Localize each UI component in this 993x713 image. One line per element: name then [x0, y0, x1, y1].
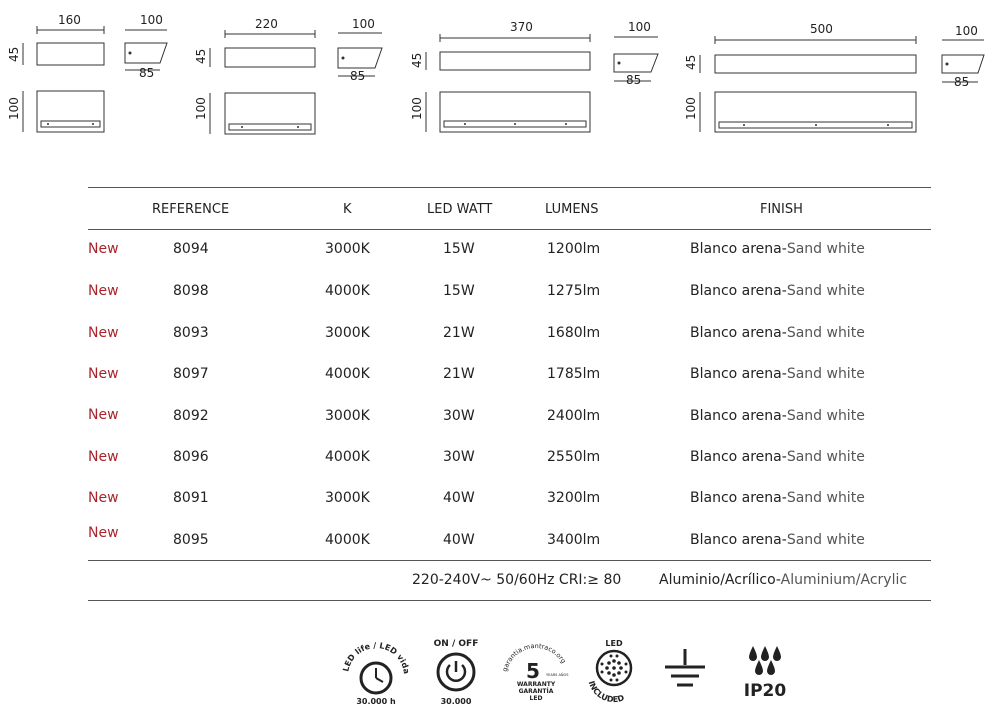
new-badge: New: [88, 283, 119, 299]
finish-en: Sand white: [786, 532, 865, 548]
depth-base-dimension: 85: [139, 66, 155, 80]
width-dimension: 500: [810, 22, 833, 36]
depth-base-dimension: 85: [626, 73, 642, 87]
row-reference: 8094: [173, 241, 209, 257]
finish-en: Sand white: [786, 366, 865, 382]
row-lumens: 3400lm: [547, 532, 601, 548]
row-reference: 8095: [173, 532, 209, 548]
finish-es: Blanco arena-: [690, 366, 787, 382]
row-color-temp: 4000K: [325, 283, 370, 299]
finish-es: Blanco arena-: [690, 408, 787, 424]
table-top-rule: [88, 187, 931, 188]
warranty-line3: LED: [529, 695, 543, 702]
depth-base-dimension: 85: [350, 69, 366, 83]
row-finish: [690, 449, 865, 465]
warranty-arc-text: garantia.mantraco.org: [500, 641, 568, 673]
row-color-temp: 3000K: [325, 325, 370, 341]
warranty-years-sub: YEARS AÑOS: [546, 673, 569, 677]
header-rule: [88, 229, 931, 230]
row-reference: 8092: [173, 408, 209, 424]
water-drops-icon: [749, 646, 781, 675]
warranty-years: 5: [526, 659, 540, 683]
finish-en: Sand white: [786, 490, 865, 506]
drawing-370-svg: [400, 0, 620, 150]
ground-icon: [660, 645, 710, 695]
new-badge: New: [88, 325, 119, 341]
finish-en: Sand white: [786, 241, 865, 257]
new-badge: New: [88, 449, 119, 465]
row-reference: 8093: [173, 325, 209, 341]
row-color-temp: 3000K: [325, 408, 370, 424]
row-lumens: 1275lm: [547, 283, 601, 299]
new-badge: New: [88, 366, 119, 382]
new-badge: New: [88, 490, 119, 506]
led-included-icon: [578, 632, 650, 708]
row-reference: 8096: [173, 449, 209, 465]
row-finish: [690, 325, 865, 341]
row-led-watt: 30W: [443, 408, 475, 424]
row-led-watt: 15W: [443, 283, 475, 299]
front-height-dimension: 100: [194, 97, 208, 120]
finish-en: Sand white: [786, 283, 865, 299]
row-color-temp: 3000K: [325, 490, 370, 506]
row-finish: [690, 283, 865, 299]
new-badge: New: [88, 407, 119, 423]
on-off-cycles: 30.000: [440, 697, 472, 706]
footer-bottom-rule: [88, 600, 931, 601]
row-finish: [690, 408, 865, 424]
finish-es: Blanco arena-: [690, 490, 787, 506]
row-reference: 8097: [173, 366, 209, 382]
height-dimension: 45: [7, 46, 21, 62]
row-color-temp: 4000K: [325, 449, 370, 465]
header-reference: REFERENCE: [152, 202, 230, 217]
row-color-temp: 4000K: [325, 532, 370, 548]
row-color-temp: 3000K: [325, 241, 370, 257]
ip-rating-text: IP20: [743, 681, 787, 701]
row-lumens: 2400lm: [547, 408, 601, 424]
row-lumens: 3200lm: [547, 490, 601, 506]
finish-en: Sand white: [786, 408, 865, 424]
width-dimension: 220: [255, 17, 278, 31]
led-life-hours: 30.000 h: [356, 697, 396, 706]
row-led-watt: 21W: [443, 325, 475, 341]
row-finish: [690, 490, 865, 506]
new-badge: New: [88, 241, 119, 257]
row-reference: 8098: [173, 283, 209, 299]
drawing-500-svg: [680, 0, 940, 150]
row-lumens: 1200lm: [547, 241, 601, 257]
ip-rating-icon: [735, 642, 795, 702]
row-led-watt: 40W: [443, 490, 475, 506]
led-life-icon: [340, 632, 412, 708]
electrical-spec: 220-240V~ 50/60Hz CRI:≥ 80: [412, 572, 622, 588]
row-finish: [690, 366, 865, 382]
row-lumens: 2550lm: [547, 449, 601, 465]
height-dimension: 45: [684, 54, 698, 70]
finish-es: Blanco arena-: [690, 532, 787, 548]
finish-es: Blanco arena-: [690, 283, 787, 299]
finish-en: Sand white: [786, 325, 865, 341]
new-badge: New: [88, 525, 119, 541]
row-finish: [690, 532, 865, 548]
warranty-icon: [500, 632, 572, 708]
finish-en: Sand white: [786, 449, 865, 465]
on-off-label: ON / OFF: [433, 639, 479, 649]
finish-es: Blanco arena-: [690, 325, 787, 341]
depth-base-dimension: 85: [954, 75, 970, 89]
row-led-watt: 15W: [443, 241, 475, 257]
depth-dimension: 100: [955, 24, 978, 38]
depth-dimension: 100: [140, 13, 163, 27]
front-height-dimension: 100: [410, 97, 424, 120]
row-led-watt: 21W: [443, 366, 475, 382]
material-es: Aluminio/Acrílico-: [659, 572, 781, 588]
row-lumens: 1680lm: [547, 325, 601, 341]
header-k: K: [343, 202, 352, 217]
row-led-watt: 40W: [443, 532, 475, 548]
front-height-dimension: 100: [684, 97, 698, 120]
on-off-icon: [424, 632, 488, 708]
finish-es: Blanco arena-: [690, 241, 787, 257]
warranty-line1: WARRANTY: [516, 681, 556, 688]
led-life-arc-text: LED life / LED vida: [341, 640, 411, 675]
warranty-line2: GARANTÍA: [518, 688, 554, 695]
height-dimension: 45: [194, 48, 208, 64]
depth-dimension: 100: [352, 17, 375, 31]
header-led-watt: LED WATT: [427, 202, 493, 217]
front-height-dimension: 100: [7, 97, 21, 120]
material-spec: [659, 572, 907, 588]
width-dimension: 160: [58, 13, 81, 27]
footer-top-rule: [88, 560, 931, 561]
led-included-bottom: INCLUDED: [586, 679, 626, 705]
header-finish: FINISH: [760, 202, 803, 217]
row-color-temp: 4000K: [325, 366, 370, 382]
row-finish: [690, 241, 865, 257]
depth-dimension: 100: [628, 20, 651, 34]
height-dimension: 45: [410, 52, 424, 68]
led-included-top: LED: [605, 639, 623, 648]
row-lumens: 1785lm: [547, 366, 601, 382]
row-led-watt: 30W: [443, 449, 475, 465]
material-en: Aluminium/Acrylic: [780, 572, 908, 588]
header-lumens: LUMENS: [545, 202, 599, 217]
width-dimension: 370: [510, 20, 533, 34]
finish-es: Blanco arena-: [690, 449, 787, 465]
row-reference: 8091: [173, 490, 209, 506]
